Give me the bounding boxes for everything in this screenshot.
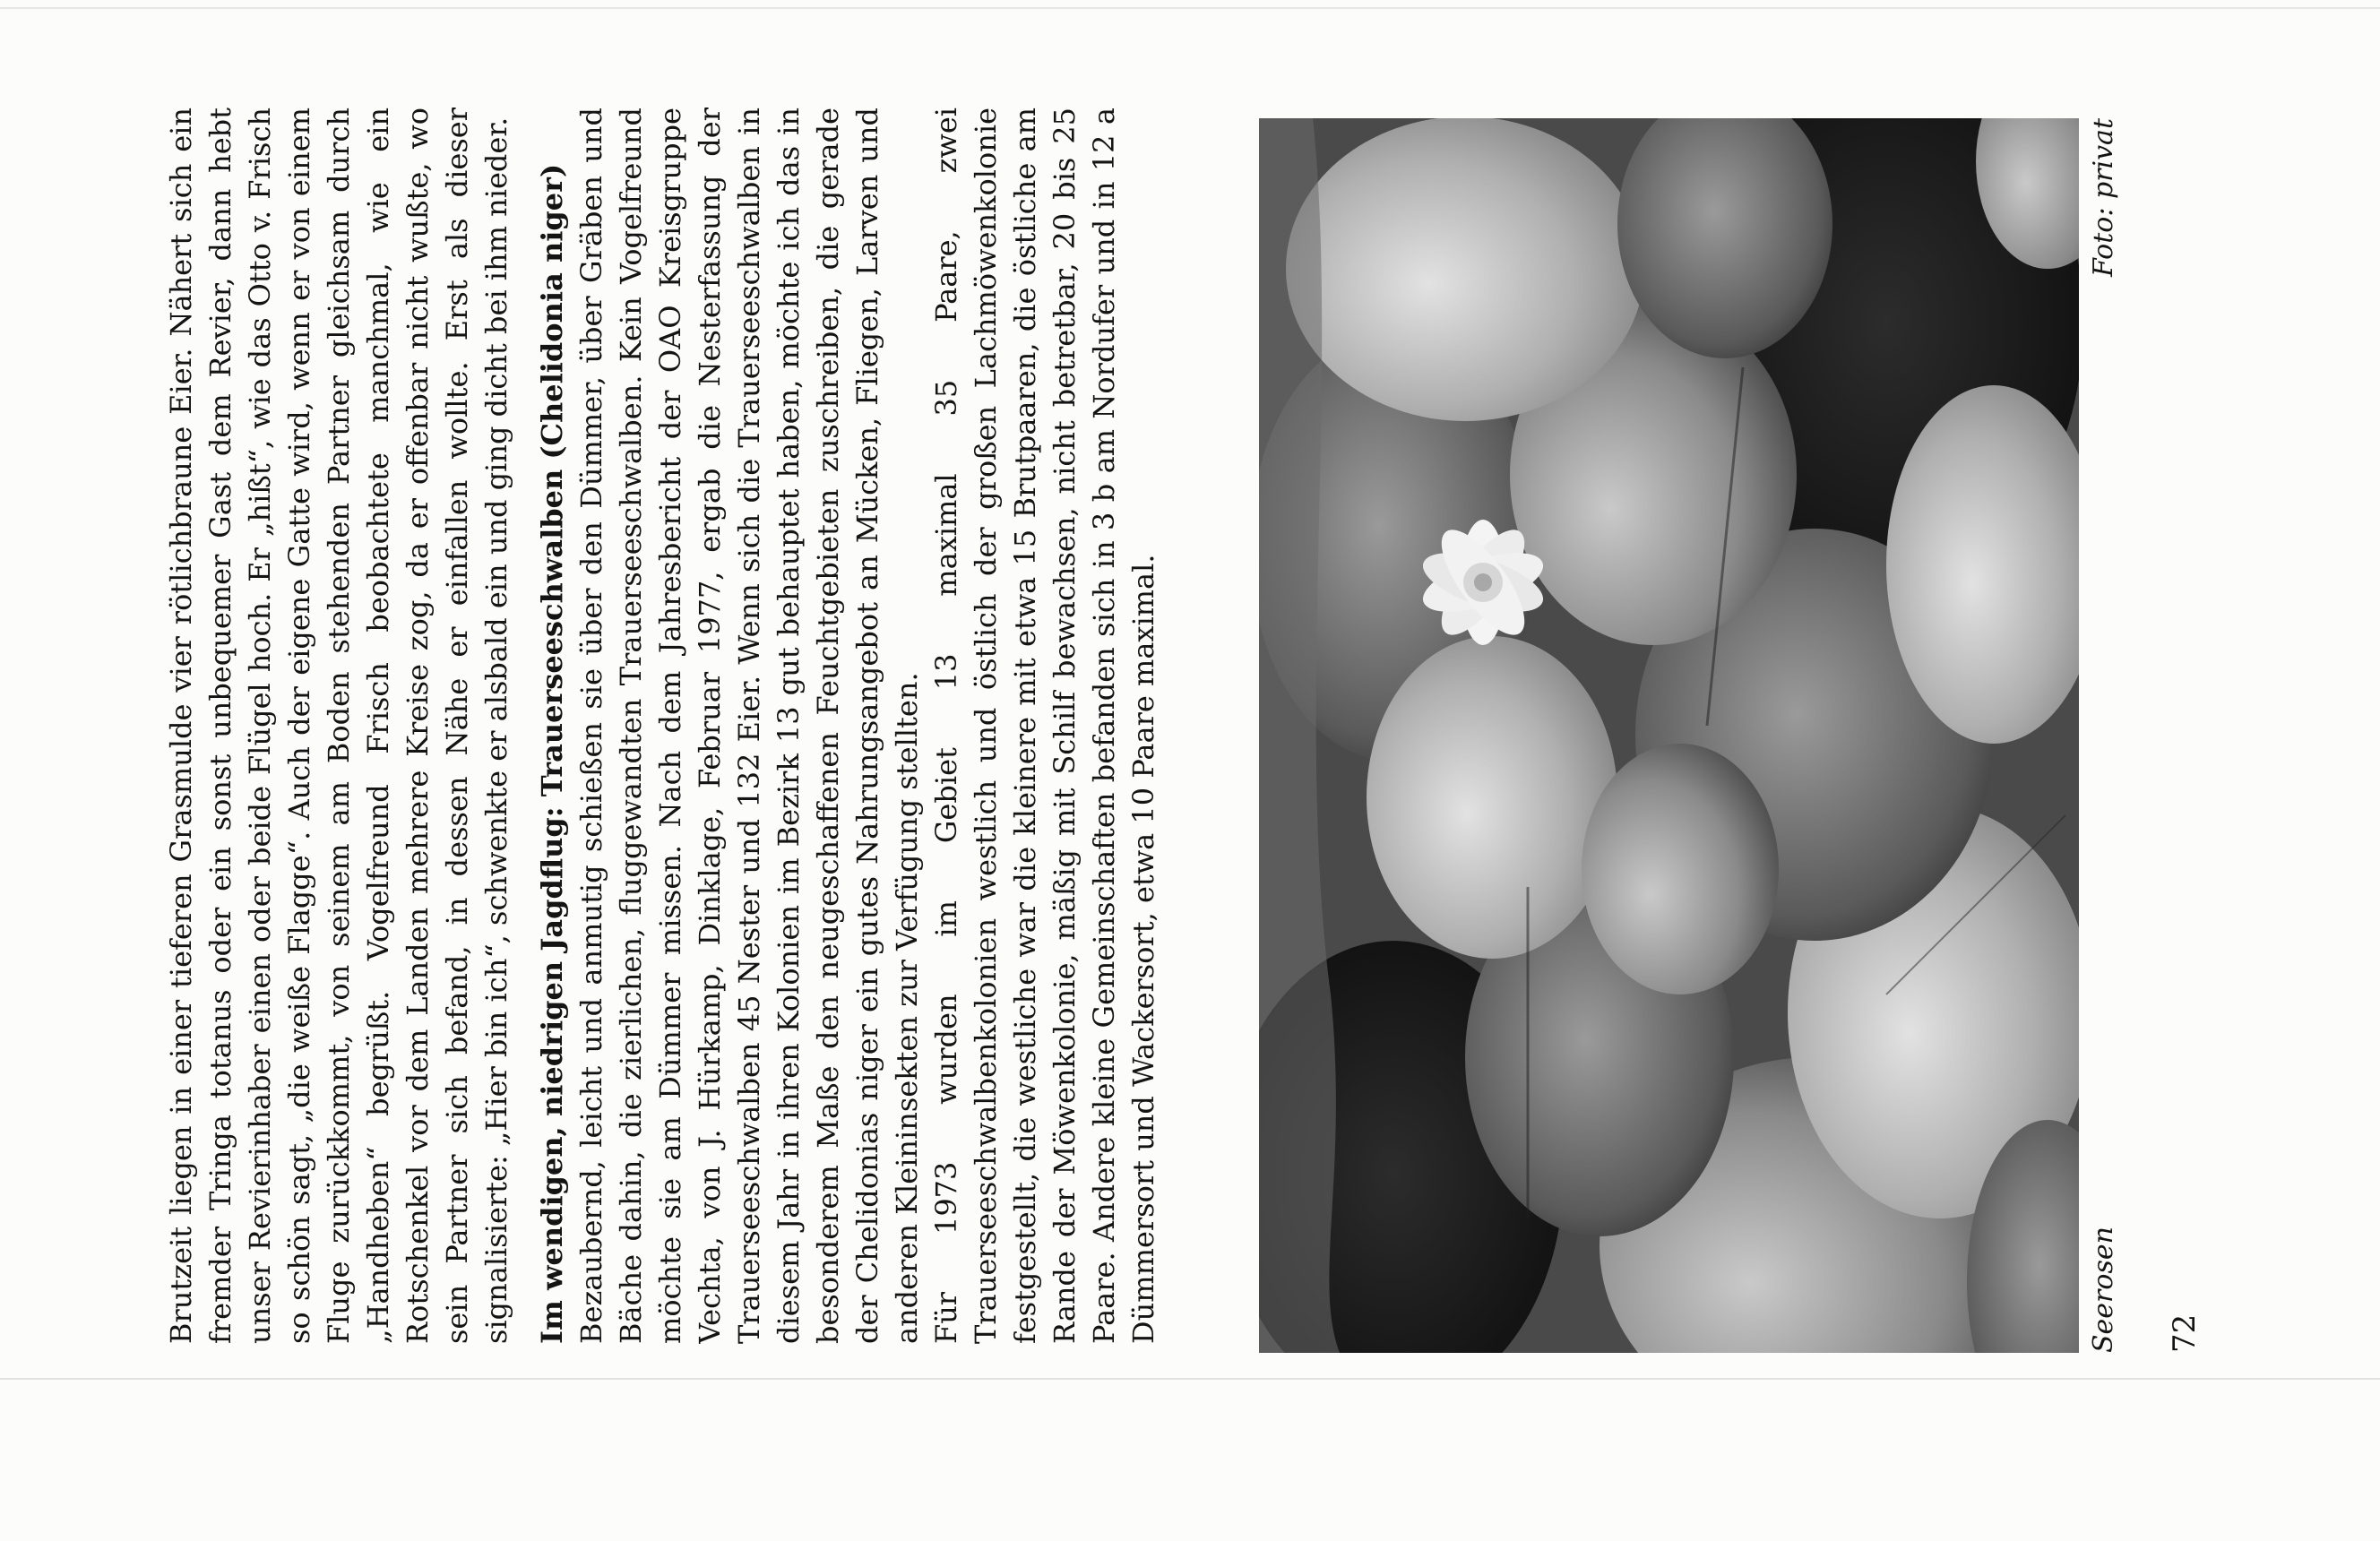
article-text xyxy=(161,108,1183,1344)
water-lily-photo xyxy=(1259,118,2079,1353)
paragraph-kolonien: Für 1973 wurden im Gebiet 13 maximal 35 Paare, zwei Trauerseeschwalbenkolonien westlich und östlich der großen Lachmöwenkolonie festgestellt, die westliche war die kleinere mit etwa 15 Brutpaaren, die östliche am Rande der Möwenkolonie, mäßig mit Schilf bewachsen, nicht betretbar, 20 bis 25 Paare. Andere kleine Gemeinschaften befanden sich in 3 b am Nordufer und in 12 a Dümmersort und Wackersort, etwa 10 Paare maximal. xyxy=(929,108,1160,1344)
page-number: 72 xyxy=(2167,1313,2203,1353)
water-lily-illustration xyxy=(1259,118,2079,1353)
scan-edge-bottom xyxy=(0,1378,2380,1380)
photo-caption-row xyxy=(2088,118,2124,1353)
photo-credit: Foto: privat xyxy=(2088,118,2119,278)
photo-caption: Seerosen xyxy=(2088,1227,2119,1353)
scan-edge-top xyxy=(0,7,2380,9)
section-heading: Im wendigen, niedrigen Jagdflug: Trauerseeschwalben (Chelidonia niger) xyxy=(535,163,569,1344)
paragraph-trauerseeschwalben: Bezaubernd, leicht und anmutig schießen sie über den Dümmer, über Gräben und Bäche dahin, die zierlichen, fluggewandten Trauerseeschwalben. Kein Vogelfreund möchte sie am Dümmer missen. Nach dem Jahresbericht der OAO Kreisgruppe Vechta, von J. Hürkamp, Dinklage, Februar 1977, ergab die Nesterfassung der Trauerseeschwalben 45 Nester und 132 Eier. Wenn sich die Trauerseeschwalben in diesem Jahr in ihren Kolonien im Bezirk 13 gut behauptet haben, möchte ich das in besonderem Maße den neugeschaffenen Feuchtgebieten zuschreiben, die gerade der Chelidonias niger ein gutes Nahrungsangebot an Mücken, Fliegen, Larven und anderen Kleininsekten zur Verfügung stellten. xyxy=(574,108,924,1344)
paragraph-rotschenkel: Brutzeit liegen in einer tieferen Grasmulde vier rötlichbraune Eier. Nähert sich ein fremder Tringa totanus oder ein sonst unbequemer Gast dem Revier, dann hebt unser Revierinhaber einen oder beide Flügel hoch. Er „hißt“, wie das Otto v. Frisch so schön sagt, „die weiße Flagge“. Auch der eigene Gatte wird, wenn er von einem Fluge zurückkommt, von seinem am Boden stehenden Partner gleichsam durch „Handheben“ begrüßt. Vogelfreund Frisch beobachtete manchmal, wie ein Rotschenkel vor dem Landen mehrere Kreise zog, da er offenbar nicht wußte, wo sein Partner sich befand, in dessen Nähe er einfallen wollte. Erst als dieser signalisierte: „Hier bin ich“, schwenkte er alsbald ein und ging dicht bei ihm nieder. xyxy=(164,108,513,1344)
rotated-page-content xyxy=(161,99,2222,1353)
